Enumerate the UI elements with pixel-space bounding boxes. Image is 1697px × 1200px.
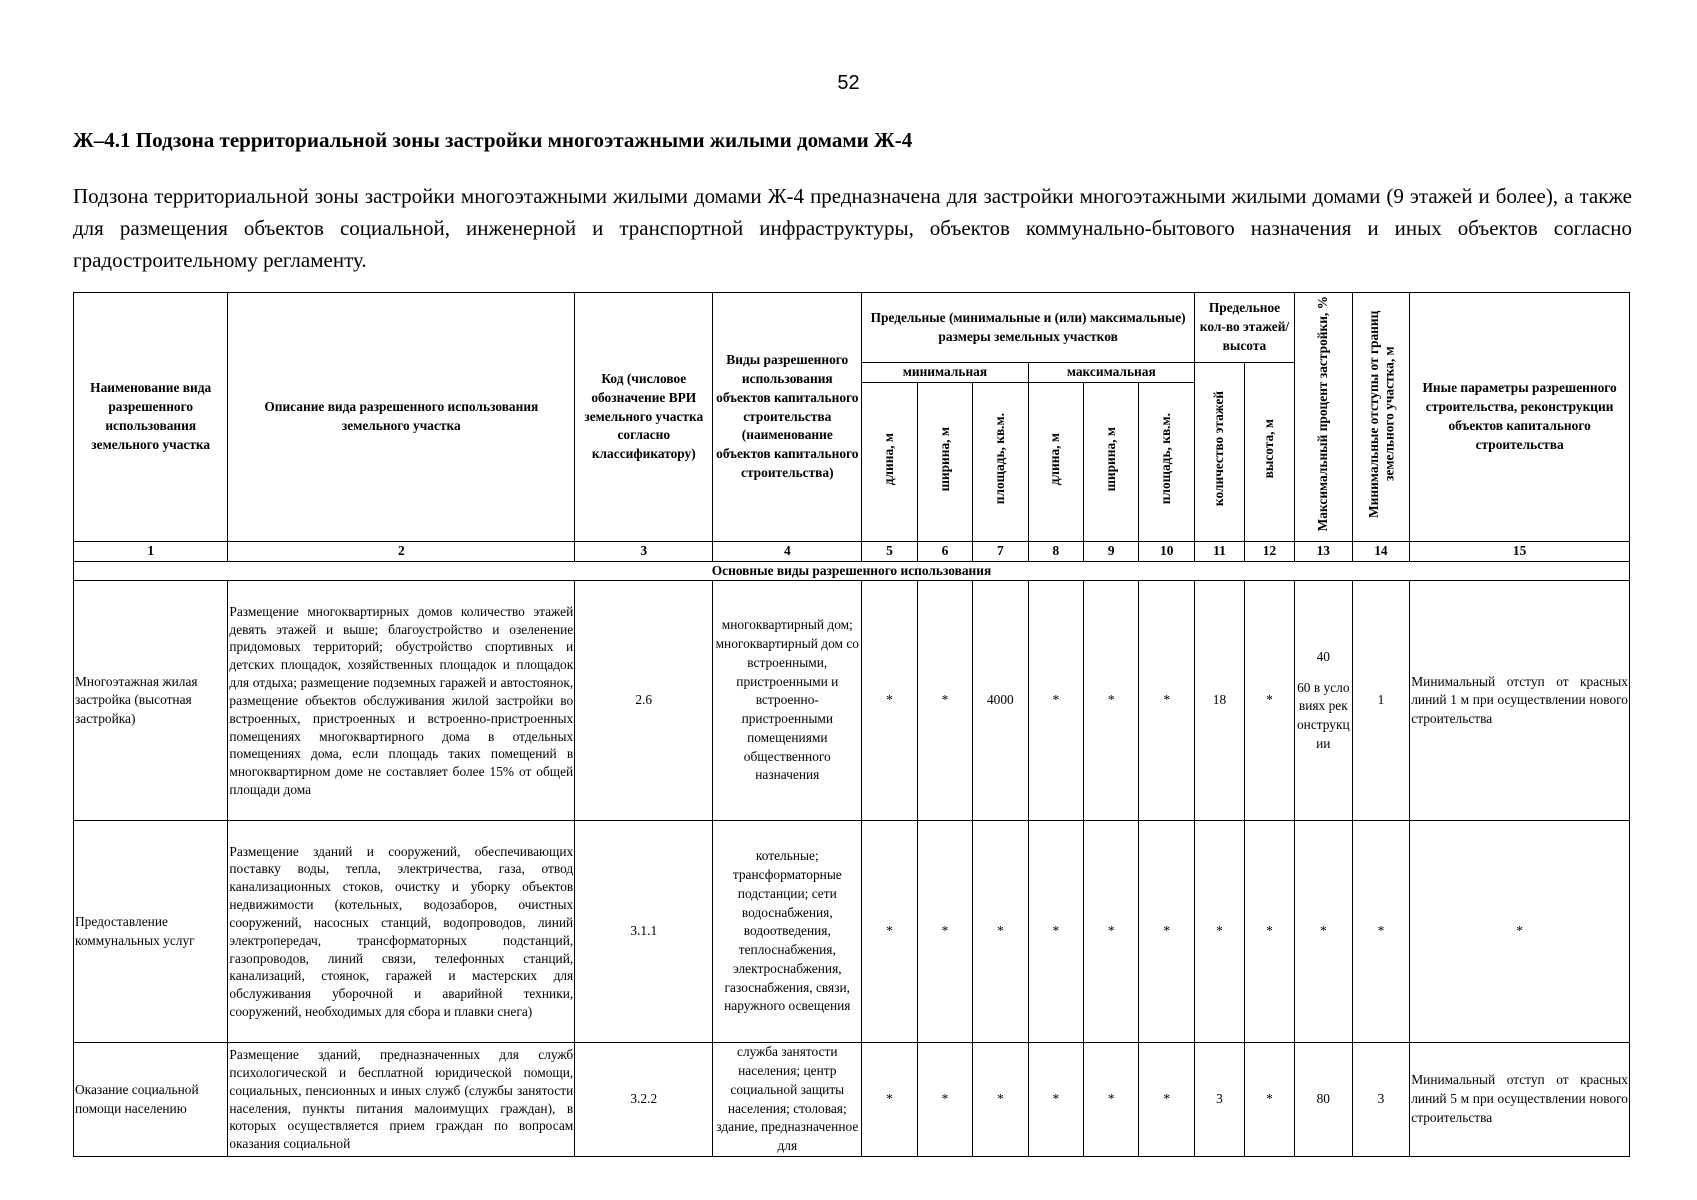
header-plot-limits: Предельные (минимальные и (или) максимальные) размеры земельных участков [862, 293, 1195, 363]
min-length-value: * [862, 821, 917, 1043]
max-length-value: * [1028, 821, 1083, 1043]
column-number: 2 [228, 541, 575, 561]
header-name: Наименование вида разрешенного использования земельного участка [74, 293, 228, 542]
column-number: 10 [1139, 541, 1195, 561]
header-floors-count: количество этажей [1194, 363, 1244, 542]
min-width-value: * [917, 1043, 972, 1157]
header-objects: Виды разрешенного использования объектов капитального строительства (наименование объектов капитального строительства) [713, 293, 862, 542]
use-name: Многоэтажная жилая застройка (высотная застройка) [74, 581, 228, 821]
setback-value: * [1352, 821, 1410, 1043]
column-number: 12 [1244, 541, 1294, 561]
floors-value: 3 [1194, 1043, 1244, 1157]
use-code: 2.6 [575, 581, 713, 821]
column-number: 3 [575, 541, 713, 561]
max-length-value: * [1028, 1043, 1083, 1157]
max-length-value: * [1028, 581, 1083, 821]
max-area-value: * [1139, 821, 1195, 1043]
min-area-value: * [973, 821, 1028, 1043]
section-title: Основные виды разрешенного использования [74, 561, 1630, 581]
header-floors-group: Предельное кол-во этажей/ высота [1194, 293, 1294, 363]
height-value: * [1244, 821, 1294, 1043]
percent-main: 40 [1316, 648, 1330, 664]
max-width-value: * [1084, 581, 1139, 821]
other-params-value: Минимальный отступ от красных линий 5 м при осуществлении нового строительства [1410, 1043, 1630, 1157]
percent-value: 80 [1295, 1043, 1353, 1157]
column-number: 11 [1194, 541, 1244, 561]
header-minimal: минимальная [862, 363, 1028, 383]
min-width-value: * [917, 821, 972, 1043]
height-value: * [1244, 1043, 1294, 1157]
regulations-table [73, 292, 1630, 1157]
header-code: Код (числовое обозначение ВРИ земельного участка согласно классификатору) [575, 293, 713, 542]
other-params-value: * [1410, 821, 1630, 1043]
use-name: Предоставление коммунальных услуг [74, 821, 228, 1043]
floors-value: 18 [1194, 581, 1244, 821]
setback-value: 1 [1352, 581, 1410, 821]
use-objects: служба занятости населения; центр социальной защиты населения; столовая; здание, предназначенное для [713, 1043, 862, 1157]
use-code: 3.1.1 [575, 821, 713, 1043]
percent-reconstruction: 60 в условиях реконструкции [1296, 679, 1350, 751]
section-heading: Ж–4.1 Подзона территориальной зоны застройки многоэтажными жилыми домами Ж-4 [73, 128, 913, 152]
header-min-setback: Минимальные отступы от границ земельного участка, м [1352, 293, 1410, 542]
setback-value: 3 [1352, 1043, 1410, 1157]
use-objects: котельные; трансформаторные подстанции; сети водоснабжения, водоотведения, теплоснабжения, электроснабжения, газоснабжения, связи, наружного освещения [713, 821, 862, 1043]
floors-value: * [1194, 821, 1244, 1043]
min-area-value: * [973, 1043, 1028, 1157]
min-length-value: * [862, 1043, 917, 1157]
header-max-area: площадь, кв.м. [1139, 382, 1195, 541]
column-number: 14 [1352, 541, 1410, 561]
max-width-value: * [1084, 1043, 1139, 1157]
use-description: Размещение многоквартирных домов количество этажей девять этажей и выше; благоустройство и озеленение придомовых территорий; обустройство спортивных и детских площадок, хозяйственных площадок и площадок для отдыха; размещение подземных гаражей и автостоянок, размещение объектов обслуживания жилой застройки во встроенных, пристроенных и встроенно-пристроенных помещениях многоквартирного дома в отдельных помещениях дома, если площадь таких помещений в многоквартирном доме не составляет более 15% от общей площади дома [228, 581, 575, 821]
max-width-value: * [1084, 821, 1139, 1043]
column-number: 6 [917, 541, 972, 561]
header-max-length: длина, м [1028, 382, 1083, 541]
use-name: Оказание социальной помощи населению [74, 1043, 228, 1157]
column-number: 4 [713, 541, 862, 561]
max-area-value: * [1139, 581, 1195, 821]
table-row [74, 1043, 1630, 1157]
use-code: 3.2.2 [575, 1043, 713, 1157]
use-description: Размещение зданий и сооружений, обеспечивающих поставку воды, тепла, электричества, газа, отвод канализационных стоков, очистку и уборку объектов недвижимости (котельных, водозаборов, очистных сооружений, насосных станций, водопроводов, линий электропередач, трансформаторных подстанций, газопроводов, линий связи, телефонных станций, канализаций, стоянок, гаражей и мастерских для обслуживания уборочной и аварийной техники, сооружений, необходимых для сбора и плавки снега) [228, 821, 575, 1043]
use-objects: многоквартирный дом; многоквартирный дом со встроенными, пристроенными и встроенно-пристроенными помещениями общественного назначения [713, 581, 862, 821]
column-number: 15 [1410, 541, 1630, 561]
header-height: высота, м [1244, 363, 1294, 542]
header-min-area: площадь, кв.м. [973, 382, 1028, 541]
use-description: Размещение зданий, предназначенных для служб психологической и бесплатной юридической помощи, социальных, пенсионных и иных служб (службы занятости населения, пункты питания малоимущих граждан), в которых осуществляется прием граждан по вопросам оказания социальной [228, 1043, 575, 1157]
max-area-value: * [1139, 1043, 1195, 1157]
percent-value [1295, 581, 1353, 821]
header-maximal: максимальная [1028, 363, 1194, 383]
column-number-row [74, 541, 1630, 561]
header-min-length: длина, м [862, 382, 917, 541]
column-number: 13 [1295, 541, 1353, 561]
table-row [74, 821, 1630, 1043]
header-min-width: ширина, м [917, 382, 972, 541]
column-number: 7 [973, 541, 1028, 561]
column-number: 1 [74, 541, 228, 561]
min-width-value: * [917, 581, 972, 821]
column-number: 9 [1084, 541, 1139, 561]
page-number: 52 [837, 72, 860, 94]
intro-paragraph: Подзона территориальной зоны застройки многоэтажными жилыми домами Ж-4 предназначена для застройки многоэтажными жилыми домами (9 этажей и более), а также для размещения объектов социальной, инженерной и транспортной инфраструктуры, объектов коммунально-бытового назначения и иных объектов согласно градостроительному регламенту. [73, 184, 1632, 272]
height-value: * [1244, 581, 1294, 821]
header-max-width: ширина, м [1084, 382, 1139, 541]
column-number: 8 [1028, 541, 1083, 561]
header-max-percent: Максимальный процент застройки, % [1295, 293, 1353, 542]
table-row [74, 581, 1630, 821]
min-area-value: 4000 [973, 581, 1028, 821]
min-length-value: * [862, 581, 917, 821]
column-number: 5 [862, 541, 917, 561]
percent-value: * [1295, 821, 1353, 1043]
header-description: Описание вида разрешенного использования земельного участка [228, 293, 575, 542]
other-params-value: Минимальный отступ от красных линий 1 м при осуществлении нового строительства [1410, 581, 1630, 821]
header-other-params: Иные параметры разрешенного строительства, реконструкции объектов капитального строительства [1410, 293, 1630, 542]
